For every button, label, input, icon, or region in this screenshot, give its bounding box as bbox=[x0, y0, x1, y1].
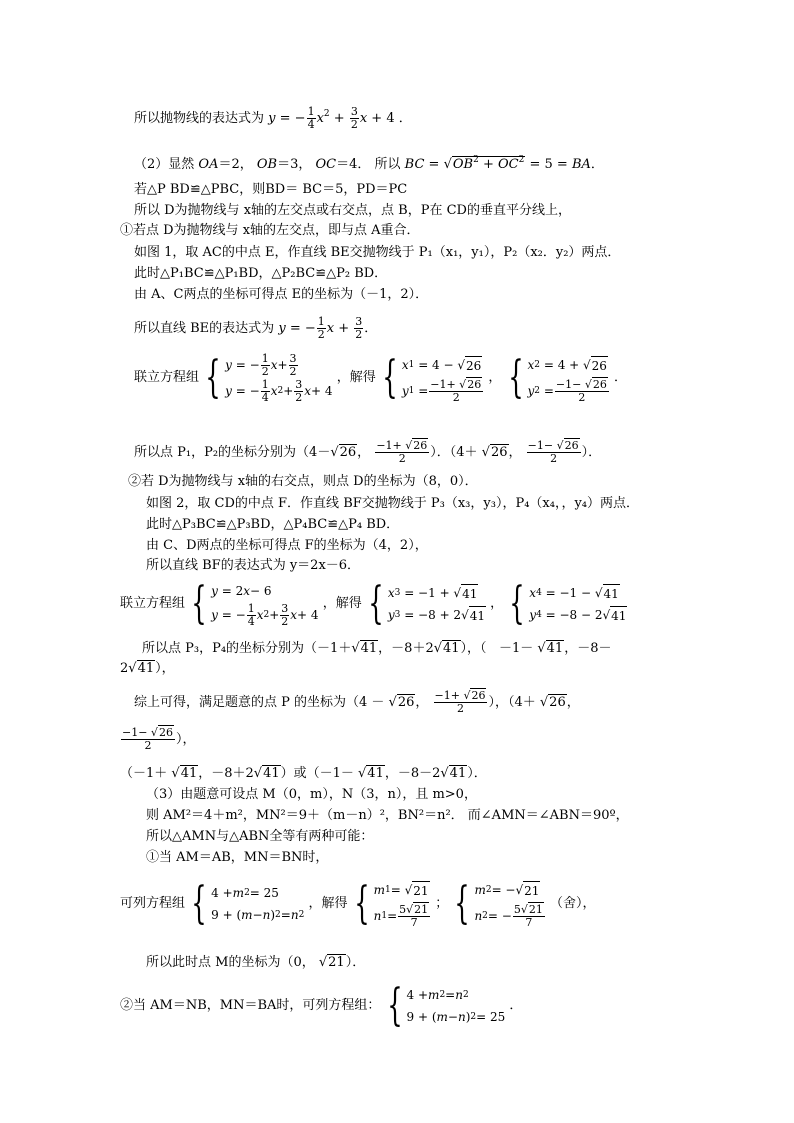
solution-2: { x 2 = 4 + √ 26 y 2 = $\frac{-1- √26}{2}$ bbox=[507, 352, 607, 404]
line-25: 则 AM²＝4＋m²，MN²＝9＋（m－n）²，BN²＝n²． 而∠AMN＝∠ABN＝90º， bbox=[146, 808, 629, 823]
text: ，解得 bbox=[322, 596, 362, 611]
equation-system: { y = − $\frac{1}{2}$ x + $\frac{3}{2}$ y = − $\frac{1}{4}$ x 2 + $\frac{3}{2}$ x + 4 bbox=[205, 351, 333, 404]
line-30: ②当 AM＝NB，MN＝BA时，可列方程组： { 4 + m 2 = n 2 9 + ( m − n ) 2 = 25 ． bbox=[120, 980, 523, 1031]
text: 联立方程组 bbox=[134, 370, 200, 385]
text: 所以点 P₁，P₂的坐标分别为（4－ bbox=[134, 445, 331, 460]
line-22: （－1＋ √41，－8＋2√41）或（－1－ √41，－8－2√41）． bbox=[120, 766, 487, 781]
line-4: 所以 D为抛物线与 x轴的左交点或右交点，点 B，P在 CD的垂直平分线上， bbox=[134, 203, 571, 218]
equation-system-4: { 4 + m 2 = n 2 9 + ( m − n ) 2 = 25 bbox=[386, 980, 506, 1031]
text: ②当 AM＝NB，MN＝BA时，可列方程组： bbox=[120, 998, 381, 1013]
text: 所以点 P₃，P₄的坐标分别为（－1＋ bbox=[142, 641, 352, 656]
line-10: 联立方程组 { y = − $\frac{1}{2}$ x + $\frac{3}{2}$ y = − $\frac{1}{4}$ x 2 + $\frac{3}{2}$ x + 4 ，解得 { x 1 = 4 − √ 26 y 1 = $\frac{-1+ √26}{2}$ ， { x 2 = 4 + √ 26 y 2 = $\frac{-1- √26}{2}$ ． bbox=[134, 351, 627, 404]
text: ，解得 bbox=[336, 370, 376, 385]
line-21: $\frac{-1- √26}{2}$ ）， bbox=[122, 726, 196, 752]
text: 可列方程组 bbox=[120, 896, 186, 911]
line-27: ①当 AM＝AB，MN＝BN时， bbox=[146, 850, 329, 865]
equation-system-2: { y = 2 x − 6 y = − $\frac{1}{4}$ x 2 + $\frac{3}{2}$ x + 4 bbox=[191, 578, 319, 629]
line-16: 所以直线 BF的表达式为 y＝2x－6． bbox=[146, 558, 361, 573]
line-9: 所以直线 BE的表达式为 y = − $\frac{1}{2}$ x + $\frac{3}{2}$ ． bbox=[134, 315, 378, 341]
line-20: 综上可得，满足题意的点 P 的坐标为（4 － √26， $\frac{-1+ √26}{2}$ ），（4＋ √26， bbox=[134, 689, 580, 715]
line-29: 所以此时点 M的坐标为（0， √21）． bbox=[146, 955, 366, 970]
line-12: ②若 D为抛物线与 x轴的右交点，则点 D的坐标为（8，0）． bbox=[128, 474, 478, 489]
solution-5: { m 1 = √ 21 n 1 = $\frac{5√21}{7}$ bbox=[353, 878, 429, 929]
line-3: 若△P BD≌△PBC，则BD＝ BC＝5，PD＝PC bbox=[134, 182, 408, 197]
line-13: 如图 2，取 CD的中点 F．作直线 BF交抛物线于 P₃（x₃，y₃），P₄（x₄，，y₄）两点． bbox=[146, 496, 640, 511]
text: （舍）， bbox=[550, 896, 596, 911]
text: 所以 bbox=[374, 157, 401, 172]
line-8: 由 A、C两点的坐标可得点 E的坐标为（－1，2）． bbox=[134, 287, 429, 302]
solution-3: { x 3 = −1 + √ 41 y 3 = −8 + 2√ 41 bbox=[368, 578, 485, 629]
line-17: 联立方程组 { y = 2 x − 6 y = − $\frac{1}{4}$ x 2 + $\frac{3}{2}$ x + 4 ，解得 { x 3 = −1 + √ 41 y 3 = −8 + 2√ 41 ， { x 4 = −1 − √ 41 y 4 = −8 − 2√ 41 bbox=[120, 578, 627, 629]
equation-system-3: { 4 + m 2 = 25 9 + ( m − n ) 2 = n 2 bbox=[191, 878, 305, 929]
text: 所以抛物线的表达式为 bbox=[134, 111, 265, 126]
text: （2）显然 bbox=[134, 157, 195, 172]
text: 联立方程组 bbox=[120, 596, 186, 611]
solution-6: { m 2 = −√ 21 n 2 = − $\frac{5√21}{7}$ bbox=[454, 878, 543, 929]
line-11: 所以点 P₁，P₂的坐标分别为（4－√26， $\frac{-1+ √26}{2}$ ）．（4＋ √26， $\frac{-1- √26}{2}$ ）． bbox=[134, 439, 602, 465]
line-14: 此时△P₃BC≌△P₃BD，△P₄BC≌△P₄ BD． bbox=[146, 517, 400, 532]
text: ，解得 bbox=[308, 896, 348, 911]
text: 所以直线 BE的表达式为 bbox=[134, 321, 275, 336]
line-2: （2）显然 OA＝2， OB＝3， OC＝4． 所以 BC = $√OB^2 + OC^2 = 5$ = BA． bbox=[134, 155, 604, 172]
solution-1: { x 1 = 4 − √ 26 y 1 = $\frac{-1+ √26}{2}$ bbox=[382, 352, 482, 404]
solution-4: { x 4 = −1 − √ 41 y 4 = −8 − 2√ 41 bbox=[509, 578, 627, 629]
line-28: 可列方程组 { 4 + m 2 = 25 9 + ( m − n ) 2 = n 2 ，解得 { m 1 = √ 21 n 1 = $\frac{5√21}{7}$ ； { m 2 = −√ 21 n 2 = − $\frac{5√21}{7}$ （舍）， bbox=[120, 878, 596, 929]
line-19: 2√41）， bbox=[120, 661, 175, 676]
line-15: 由 C、D两点的坐标可得点 F的坐标为（4，2）， bbox=[146, 538, 428, 553]
line-24: （3）由题意可设点 M（0，m），N（3，n），且 m>0， bbox=[146, 787, 477, 802]
line-18: 所以点 P₃，P₄的坐标分别为（－1＋√41，－8＋2√41），（ －1－ √41，－8－ bbox=[142, 641, 612, 656]
line-1: 所以抛物线的表达式为 y = − $\frac{1}{4}$ $x^2$ + $\frac{3}{2}$ x + 4 ． bbox=[134, 105, 412, 131]
line-6: 如图 1，取 AC的中点 E，作直线 BE交抛物线于 P₁（x₁，y₁），P₂（x₂．y₂）两点． bbox=[134, 245, 621, 260]
text: 所以此时点 M的坐标为（0， bbox=[146, 955, 315, 970]
line-5: ①若点 D为抛物线与 x轴的左交点，即与点 A重合． bbox=[120, 223, 420, 238]
line-7: 此时△P₁BC≌△P₁BD，△P₂BC≌△P₂ BD． bbox=[134, 266, 388, 281]
text: 综上可得，满足题意的点 P 的坐标为（4 － bbox=[134, 695, 385, 710]
line-26: 所以△AMN与△ABN全等有两种可能： bbox=[146, 829, 374, 844]
